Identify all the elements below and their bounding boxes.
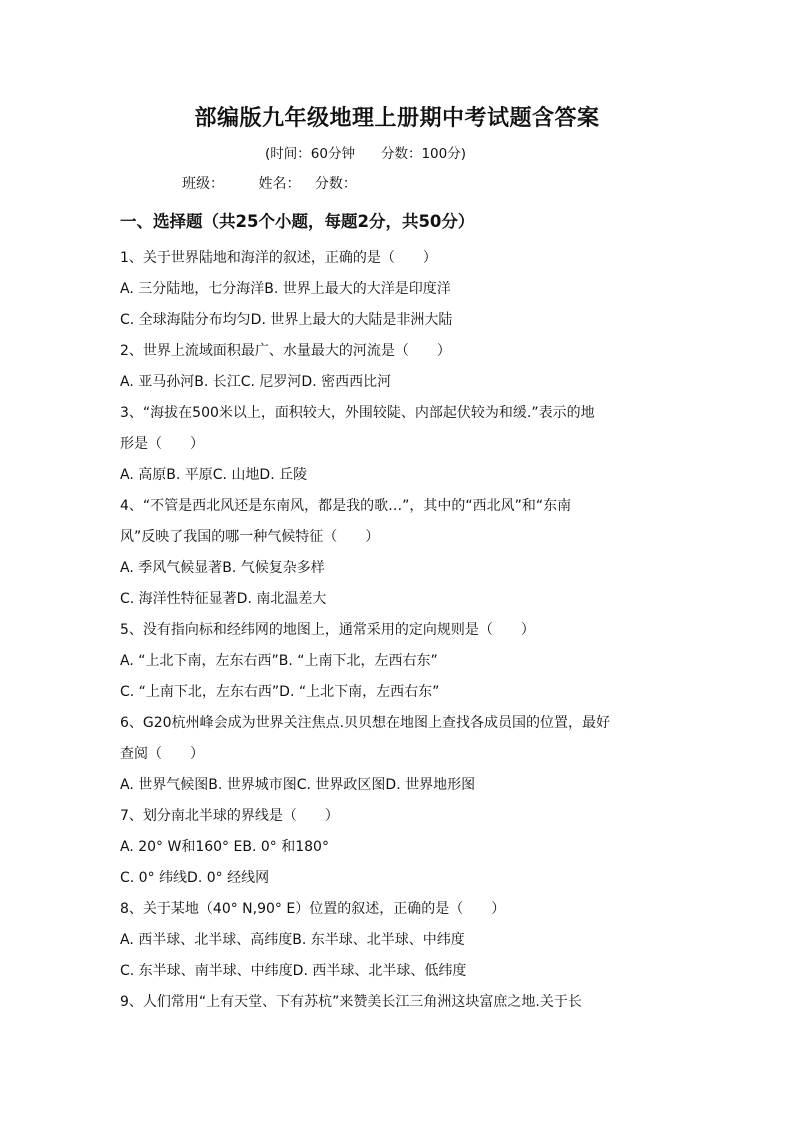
question-line: 4、“不管是西北风还是东南风，都是我的歌…”，其中的“西北风”和“东南 <box>120 498 572 514</box>
question-line: 6、G20杭州峰会成为世界关注焦点.贝贝想在地图上查找各成员国的位置，最好 <box>120 715 611 731</box>
option-line: A. 亚马孙河B. 长江C. 尼罗河D. 密西西比河 <box>120 374 392 390</box>
option-line: A. 西半球、北半球、高纬度B. 东半球、北半球、中纬度 <box>120 932 465 948</box>
option-line: A. 20° W和160° EB. 0° 和180° <box>120 839 329 855</box>
option-line: A. 世界气候图B. 世界城市图C. 世界政区图D. 世界地形图 <box>120 777 476 793</box>
question-line-continued: 风”反映了我国的哪一种气候特征（ ） <box>120 529 380 545</box>
question-line: 3、“海拔在500米以上，面积较大，外围较陡、内部起伏较为和缓.”表示的地 <box>120 405 595 421</box>
option-line: C. 0° 纬线D. 0° 经线网 <box>120 870 270 886</box>
exam-meta <box>265 144 466 164</box>
score-field-label: 分数： <box>314 176 357 192</box>
question-line: 7、划分南北半球的界线是（ ） <box>120 808 339 824</box>
option-line: A. 高原B. 平原C. 山地D. 丘陵 <box>120 467 308 483</box>
option-line: C. “上南下北，左东右西”D. “上北下南，左西右东” <box>120 684 440 700</box>
total-score: 分数：100分) <box>380 146 466 162</box>
document-title: 部编版九年级地理上册期中考试题含答案 <box>194 105 600 131</box>
section-heading: 一、选择题（共25个小题，每题2分，共50分） <box>120 212 475 231</box>
question-line: 2、世界上流域面积最广、水量最大的河流是（ ） <box>120 343 451 359</box>
time-limit: (时间：60分钟 <box>265 146 355 162</box>
question-line: 5、没有指向标和经纬网的地图上，通常采用的定向规则是（ ） <box>120 622 535 638</box>
option-line: C. 全球海陆分布均匀D. 世界上最大的大陆是非洲大陆 <box>120 312 453 328</box>
option-line: C. 海洋性特征显著D. 南北温差大 <box>120 591 327 607</box>
question-line: 1、关于世界陆地和海洋的叙述，正确的是（ ） <box>120 250 437 266</box>
question-line: 8、关于某地（40° N,90° E）位置的叙述，正确的是（ ） <box>120 901 506 917</box>
class-field-label: 班级： <box>182 176 224 192</box>
option-line: A. 三分陆地，七分海洋B. 世界上最大的大洋是印度洋 <box>120 281 451 297</box>
question-line: 9、人们常用“上有天堂、下有苏杭”来赞美长江三角洲这块富庶之地.关于长 <box>120 994 582 1010</box>
question-list <box>120 243 680 1018</box>
option-line: C. 东半球、南半球、中纬度D. 西半球、北半球、低纬度 <box>120 963 467 979</box>
name-field-label: 姓名： <box>258 176 301 192</box>
student-fields <box>182 174 357 194</box>
question-line-continued: 查阅（ ） <box>120 746 204 762</box>
option-line: A. 季风气候显著B. 气候复杂多样 <box>120 560 325 576</box>
question-line-continued: 形是（ ） <box>120 436 204 452</box>
option-line: A. “上北下南，左东右西”B. “上南下北，左西右东” <box>120 653 438 669</box>
